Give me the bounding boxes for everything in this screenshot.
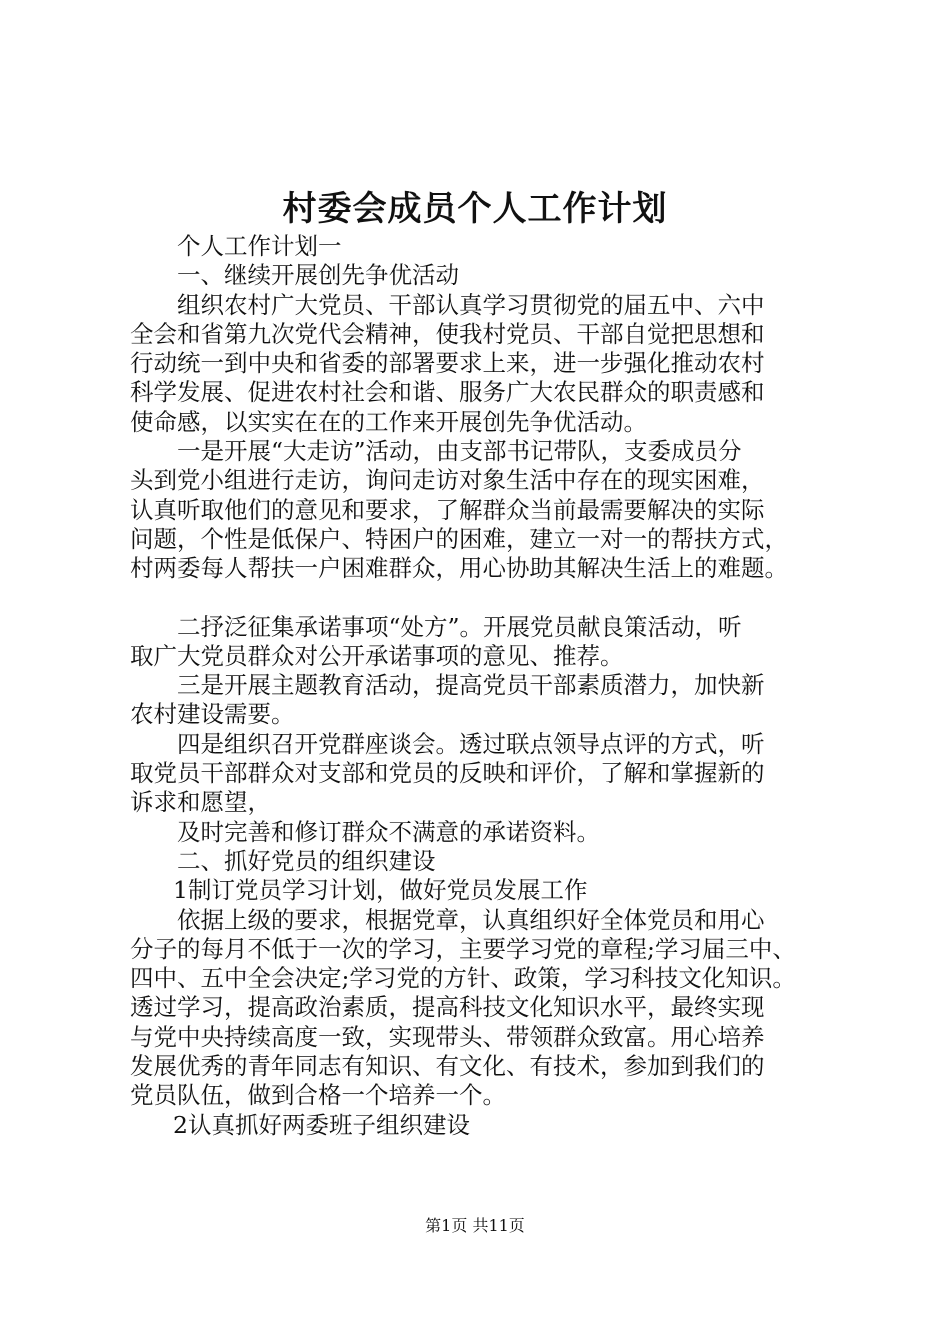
text-line: 取党员干部群众对支部和党员的反映和评价，了解和掌握新的 xyxy=(130,759,765,788)
text-line: 与党中央持续高度一致，实现带头、带领群众致富。用心培养 xyxy=(130,1022,765,1051)
text-line: 党员队伍，做到合格一个培养一个。 xyxy=(130,1081,506,1110)
text-line: 组织农村广大党员、干部认真学习贯彻党的届五中、六中 xyxy=(177,290,765,319)
text-line: 头到党小组进行走访，询问走访对象生活中存在的现实困难， xyxy=(130,466,765,495)
text-line: 透过学习，提高政治素质，提高科技文化知识水平，最终实现 xyxy=(130,993,765,1022)
text-line: 个人工作计划一 xyxy=(177,232,342,260)
text-line: 四中、五中全会决定;学习党的方针、政策，学习科技文化知识。 xyxy=(130,964,796,993)
page-title: 村委会成员个人工作计划 xyxy=(282,189,668,229)
text-line: 一是开展“大走访”活动，由支部书记带队，支委成员分 xyxy=(177,437,742,466)
text-line: 农村建设需要。 xyxy=(130,700,295,729)
text-line: 二抒泛征集承诺事项“处方”。开展党员献良策活动，听 xyxy=(177,612,742,641)
text-line: 科学发展、促进农村社会和谐、服务广大农民群众的职责感和 xyxy=(130,378,765,407)
page-footer: 第1页 共11页 xyxy=(425,1216,525,1235)
text-line: 发展优秀的青年同志有知识、有文化、有技术，参加到我们的 xyxy=(130,1052,765,1081)
subsection-heading: 1制订党员学习计划，做好党员发展工作 xyxy=(173,876,588,905)
text-line: 分子的每月不低于一次的学习，主要学习党的章程;学习届三中、 xyxy=(130,934,796,963)
text-line: 全会和省第九次党代会精神，使我村党员、干部自觉把思想和 xyxy=(130,319,765,348)
text-line: 四是组织召开党群座谈会。透过联点领导点评的方式，听 xyxy=(177,729,765,758)
text-line: 诉求和愿望， xyxy=(130,788,271,817)
text-line: 村两委每人帮扶一户困难群众，用心协助其解决生活上的难题。 xyxy=(130,554,788,583)
text-line: 认真听取他们的意见和要求，了解群众当前最需要解决的实际 xyxy=(130,495,765,524)
section-heading: 二、抓好党员的组织建设 xyxy=(177,846,436,875)
text-line: 三是开展主题教育活动，提高党员干部素质潜力，加快新 xyxy=(177,671,765,700)
text-line: 依据上级的要求，根据党章，认真组织好全体党员和用心 xyxy=(177,905,765,934)
paragraph-gap xyxy=(130,584,850,613)
text-line: 行动统一到中央和省委的部署要求上来，进一步强化推动农村 xyxy=(130,349,765,378)
section-heading: 一、继续开展创先争优活动 xyxy=(177,261,459,290)
text-line: 取广大党员群众对公开承诺事项的意见、推荐。 xyxy=(130,641,624,670)
text-line: 问题，个性是低保户、特困户的困难，建立一对一的帮扶方式， xyxy=(130,524,788,553)
text-line: 使命感，以实实在在的工作来开展创先争优活动。 xyxy=(130,407,647,436)
subsection-heading: 2认真抓好两委班子组织建设 xyxy=(173,1110,470,1139)
text-line: 及时完善和修订群众不满意的承诺资料。 xyxy=(177,817,600,846)
document-body xyxy=(130,232,850,1140)
